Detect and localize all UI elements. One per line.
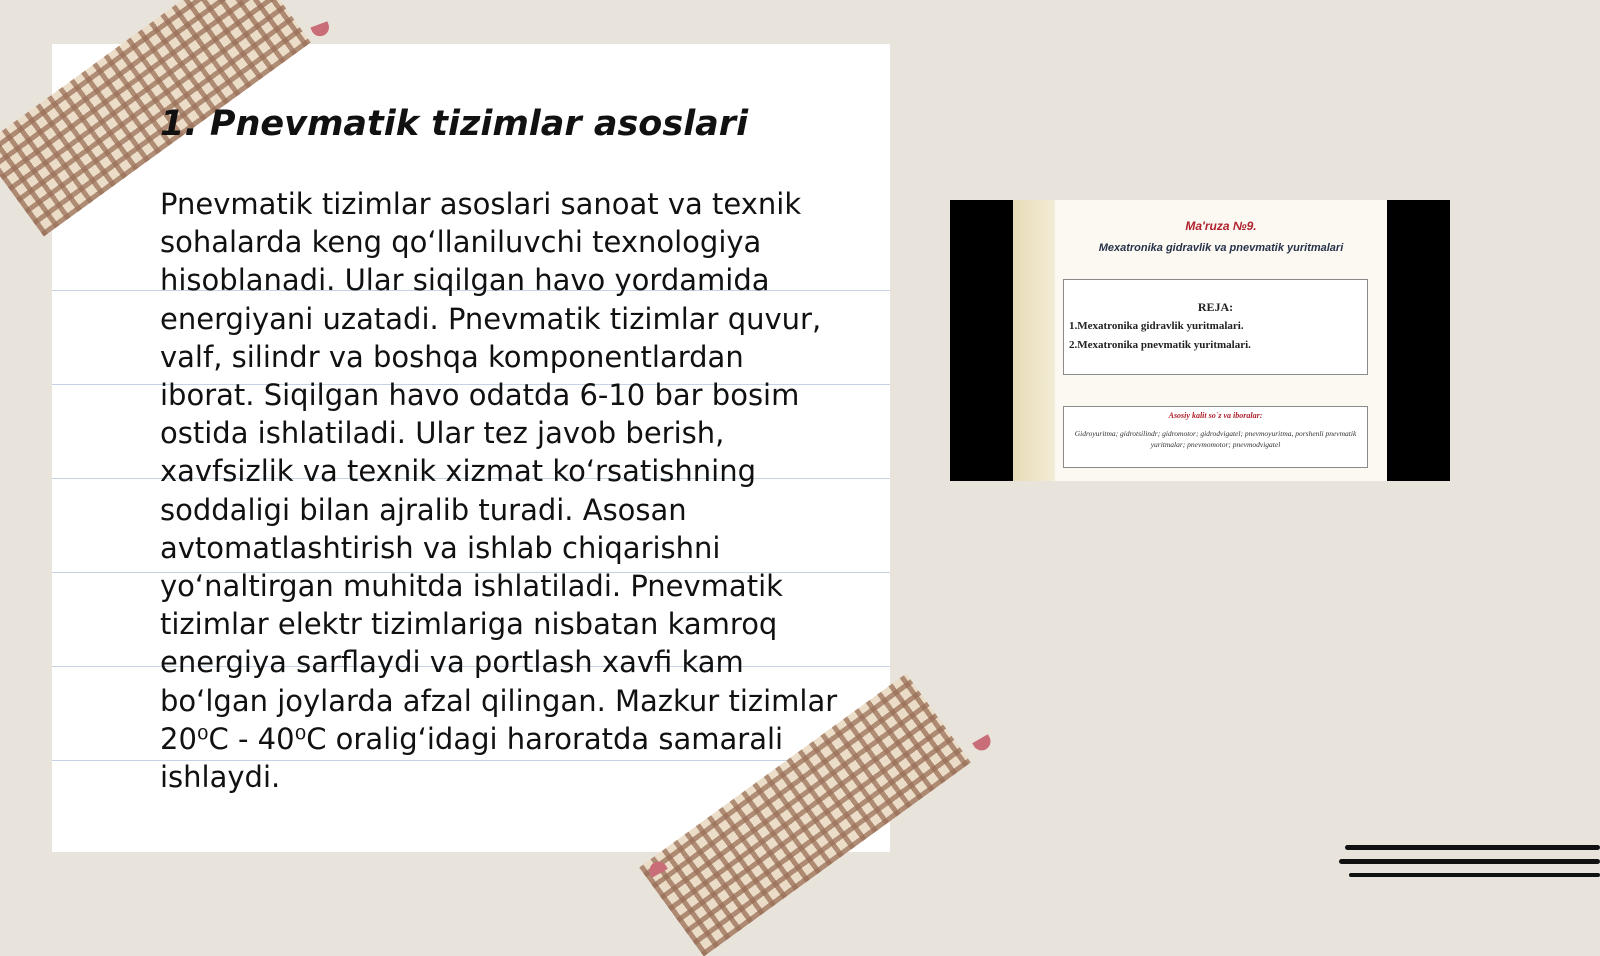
thumbnail-page [1055,200,1387,481]
thumbnail-subject: Mexatronika gidravlik va pnevmatik yuritmalari [1098,242,1344,254]
thumbnail-keywords-text: Gidroyuritma; gidrotsilindr; gidromotor; gidrodvigatel; pnevmoyuritma, porshenli pnevmatik yuritmalar; pnevmomotor; pnevmodvigatel [1074,429,1357,449]
brush-stroke [1349,873,1600,877]
thumbnail-plan-box [1063,279,1368,375]
pin-bottom-right [972,734,994,753]
pin-top [310,21,331,38]
thumbnail-keywords-box [1063,406,1368,468]
slide-title: 1. Pnevmatik tizimlar asoslari [160,104,749,144]
decorative-brush-strokes [1345,845,1600,895]
thumbnail-keywords-title: Asosiy kalit so`z va iboralar: [1168,411,1263,420]
brush-stroke [1339,859,1600,864]
lecture-thumbnail-image [950,200,1450,481]
brush-stroke [1345,845,1600,850]
thumbnail-plan-title: REJA: [1197,300,1234,314]
thumbnail-plan-item: 1.Mexatronika gidravlik yuritmalari. [1069,320,1244,332]
slide-body-text: Pnevmatik tizimlar asoslari sanoat va texnik sohalarda keng qo‘llaniluvchi texnologiya hisoblanadi. Ular siqilgan havo yordamida energiyani uzatadi. Pnevmatik tizimlar quvur, valf, silindr va boshqa komponentlardan iborat. Siqilgan havo odatda 6-10 bar bosim ostida ishlatiladi. Ular tez javob berish, xavfsizlik va texnik xizmat ko‘rsatishning soddaligi bilan ajralib turadi. Asosan avtomatlashtirish va ishlab chiqarishni yo‘naltirgan muhitda ishlatiladi. Pnevmatik tizimlar elektr tizimlariga nisbatan kamroq energiya sarflaydi va portlash xavfi kam bo‘lgan joylarda afzal qilingan. Mazkur tizimlar 20⁰C - 40⁰C oralig‘idagi haroratda samarali ishlaydi. [160,187,838,795]
thumbnail-plan-item: 2.Mexatronika pnevmatik yuritmalari. [1069,339,1251,351]
thumbnail-side-strip [1013,200,1055,481]
thumbnail-lecture-number: Ma'ruza №9. [1185,219,1257,233]
